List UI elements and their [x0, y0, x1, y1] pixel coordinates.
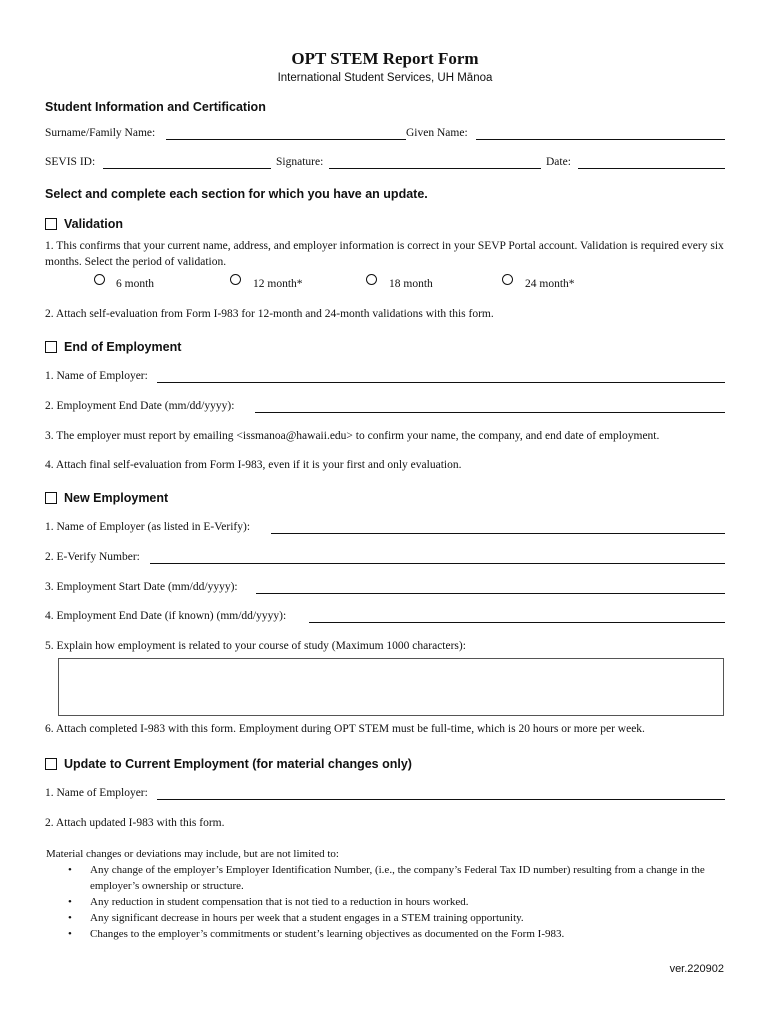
- radio-12-month[interactable]: [230, 274, 241, 285]
- signature-field[interactable]: [329, 168, 541, 169]
- update-employment-heading: [45, 757, 412, 771]
- given-name-label: Given Name:: [406, 127, 468, 139]
- sevis-id-field[interactable]: [103, 168, 271, 169]
- new-employer-name-field[interactable]: [271, 533, 725, 534]
- list-item: • Any change of the employer’s Employer Identification Number, (i.e., the company’s Federal Tax ID number) resulting from a change in the employer’s ownership or structure.: [90, 862, 736, 894]
- new-employment-heading-label: New Employment: [64, 491, 169, 505]
- update-employer-name-label: 1. Name of Employer:: [45, 787, 148, 799]
- end-employer-name-label: 1. Name of Employer:: [45, 370, 148, 382]
- end-employment-heading-label: End of Employment: [64, 340, 182, 354]
- new-end-date-label: 4. Employment End Date (if known) (mm/dd/yyyy):: [45, 610, 287, 622]
- everify-number-field[interactable]: [150, 563, 725, 564]
- validation-item-1: 1. This confirms that your current name, address, and employer information is correct in your SEVP Portal account. Validation is required every six months. Select the period of validation.: [45, 240, 724, 268]
- update-employment-checkbox[interactable]: [45, 758, 57, 770]
- end-date-field[interactable]: [255, 412, 725, 413]
- end-employment-heading: [45, 340, 181, 354]
- version-label: ver.220902: [669, 963, 724, 975]
- validation-heading-label: Validation: [64, 217, 124, 231]
- validation-heading: [45, 217, 123, 231]
- radio-18-month[interactable]: [366, 274, 377, 285]
- explanation-textbox[interactable]: [58, 658, 724, 716]
- form-subtitle: International Student Services, UH Mānoa: [277, 72, 493, 84]
- new-end-date-field[interactable]: [309, 622, 725, 623]
- material-changes-section: [46, 846, 736, 942]
- radio-24-month[interactable]: [502, 274, 513, 285]
- surname-label: Surname/Family Name:: [45, 127, 156, 139]
- sevis-id-label: SEVIS ID:: [45, 156, 96, 168]
- option-24-month-label: 24 month*: [525, 278, 575, 290]
- start-date-field[interactable]: [256, 593, 725, 594]
- end-employment-checkbox[interactable]: [45, 341, 57, 353]
- student-info-heading: Student Information and Certification: [45, 100, 266, 114]
- explanation-label: 5. Explain how employment is related to your course of study (Maximum 1000 characters):: [45, 640, 466, 652]
- start-date-label: 3. Employment Start Date (mm/dd/yyyy):: [45, 581, 238, 593]
- option-12-month-label: 12 month*: [253, 278, 303, 290]
- everify-number-label: 2. E-Verify Number:: [45, 551, 140, 563]
- validation-checkbox[interactable]: [45, 218, 57, 230]
- end-employment-item-3: 3. The employer must report by emailing <issmanoa@hawaii.edu> to confirm your name, the company, and end date of employment.: [45, 430, 660, 442]
- validation-item-2: 2. Attach self-evaluation from Form I-983 for 12-month and 24-month validations with this form.: [45, 308, 494, 320]
- update-employment-heading-label: Update to Current Employment (for material changes only): [64, 757, 412, 771]
- list-item: • Changes to the employer’s commitments or student’s learning objectives as documented on the Form I-983.: [90, 926, 736, 942]
- material-changes-list: [46, 862, 736, 942]
- list-item: • Any significant decrease in hours per week that a student engages in a STEM training opportunity.: [90, 910, 736, 926]
- end-employer-name-field[interactable]: [157, 382, 725, 383]
- end-employment-item-4: 4. Attach final self-evaluation from Form I-983, even if it is your first and only evaluation.: [45, 459, 462, 471]
- list-item: • Any reduction in student compensation that is not tied to a reduction in hours worked.: [90, 894, 736, 910]
- end-date-label: 2. Employment End Date (mm/dd/yyyy):: [45, 400, 235, 412]
- new-employer-name-label: 1. Name of Employer (as listed in E-Verify):: [45, 521, 251, 533]
- surname-field[interactable]: [166, 139, 406, 140]
- update-item-2: 2. Attach updated I-983 with this form.: [45, 817, 225, 829]
- date-field[interactable]: [578, 168, 725, 169]
- update-employer-name-field[interactable]: [157, 799, 725, 800]
- form-title: OPT STEM Report Form: [291, 49, 479, 68]
- radio-6-month[interactable]: [94, 274, 105, 285]
- new-employment-item-6: 6. Attach completed I-983 with this form. Employment during OPT STEM must be full-time, which is 20 hours or more per week.: [45, 723, 645, 735]
- option-18-month-label: 18 month: [389, 278, 433, 290]
- material-changes-intro: Material changes or deviations may include, but are not limited to:: [46, 848, 339, 860]
- given-name-field[interactable]: [476, 139, 725, 140]
- instructions-text: Select and complete each section for which you have an update.: [45, 187, 428, 201]
- new-employment-checkbox[interactable]: [45, 492, 57, 504]
- option-6-month-label: 6 month: [116, 278, 155, 290]
- signature-label: Signature:: [276, 156, 324, 168]
- date-label: Date:: [546, 156, 571, 168]
- new-employment-heading: [45, 491, 168, 505]
